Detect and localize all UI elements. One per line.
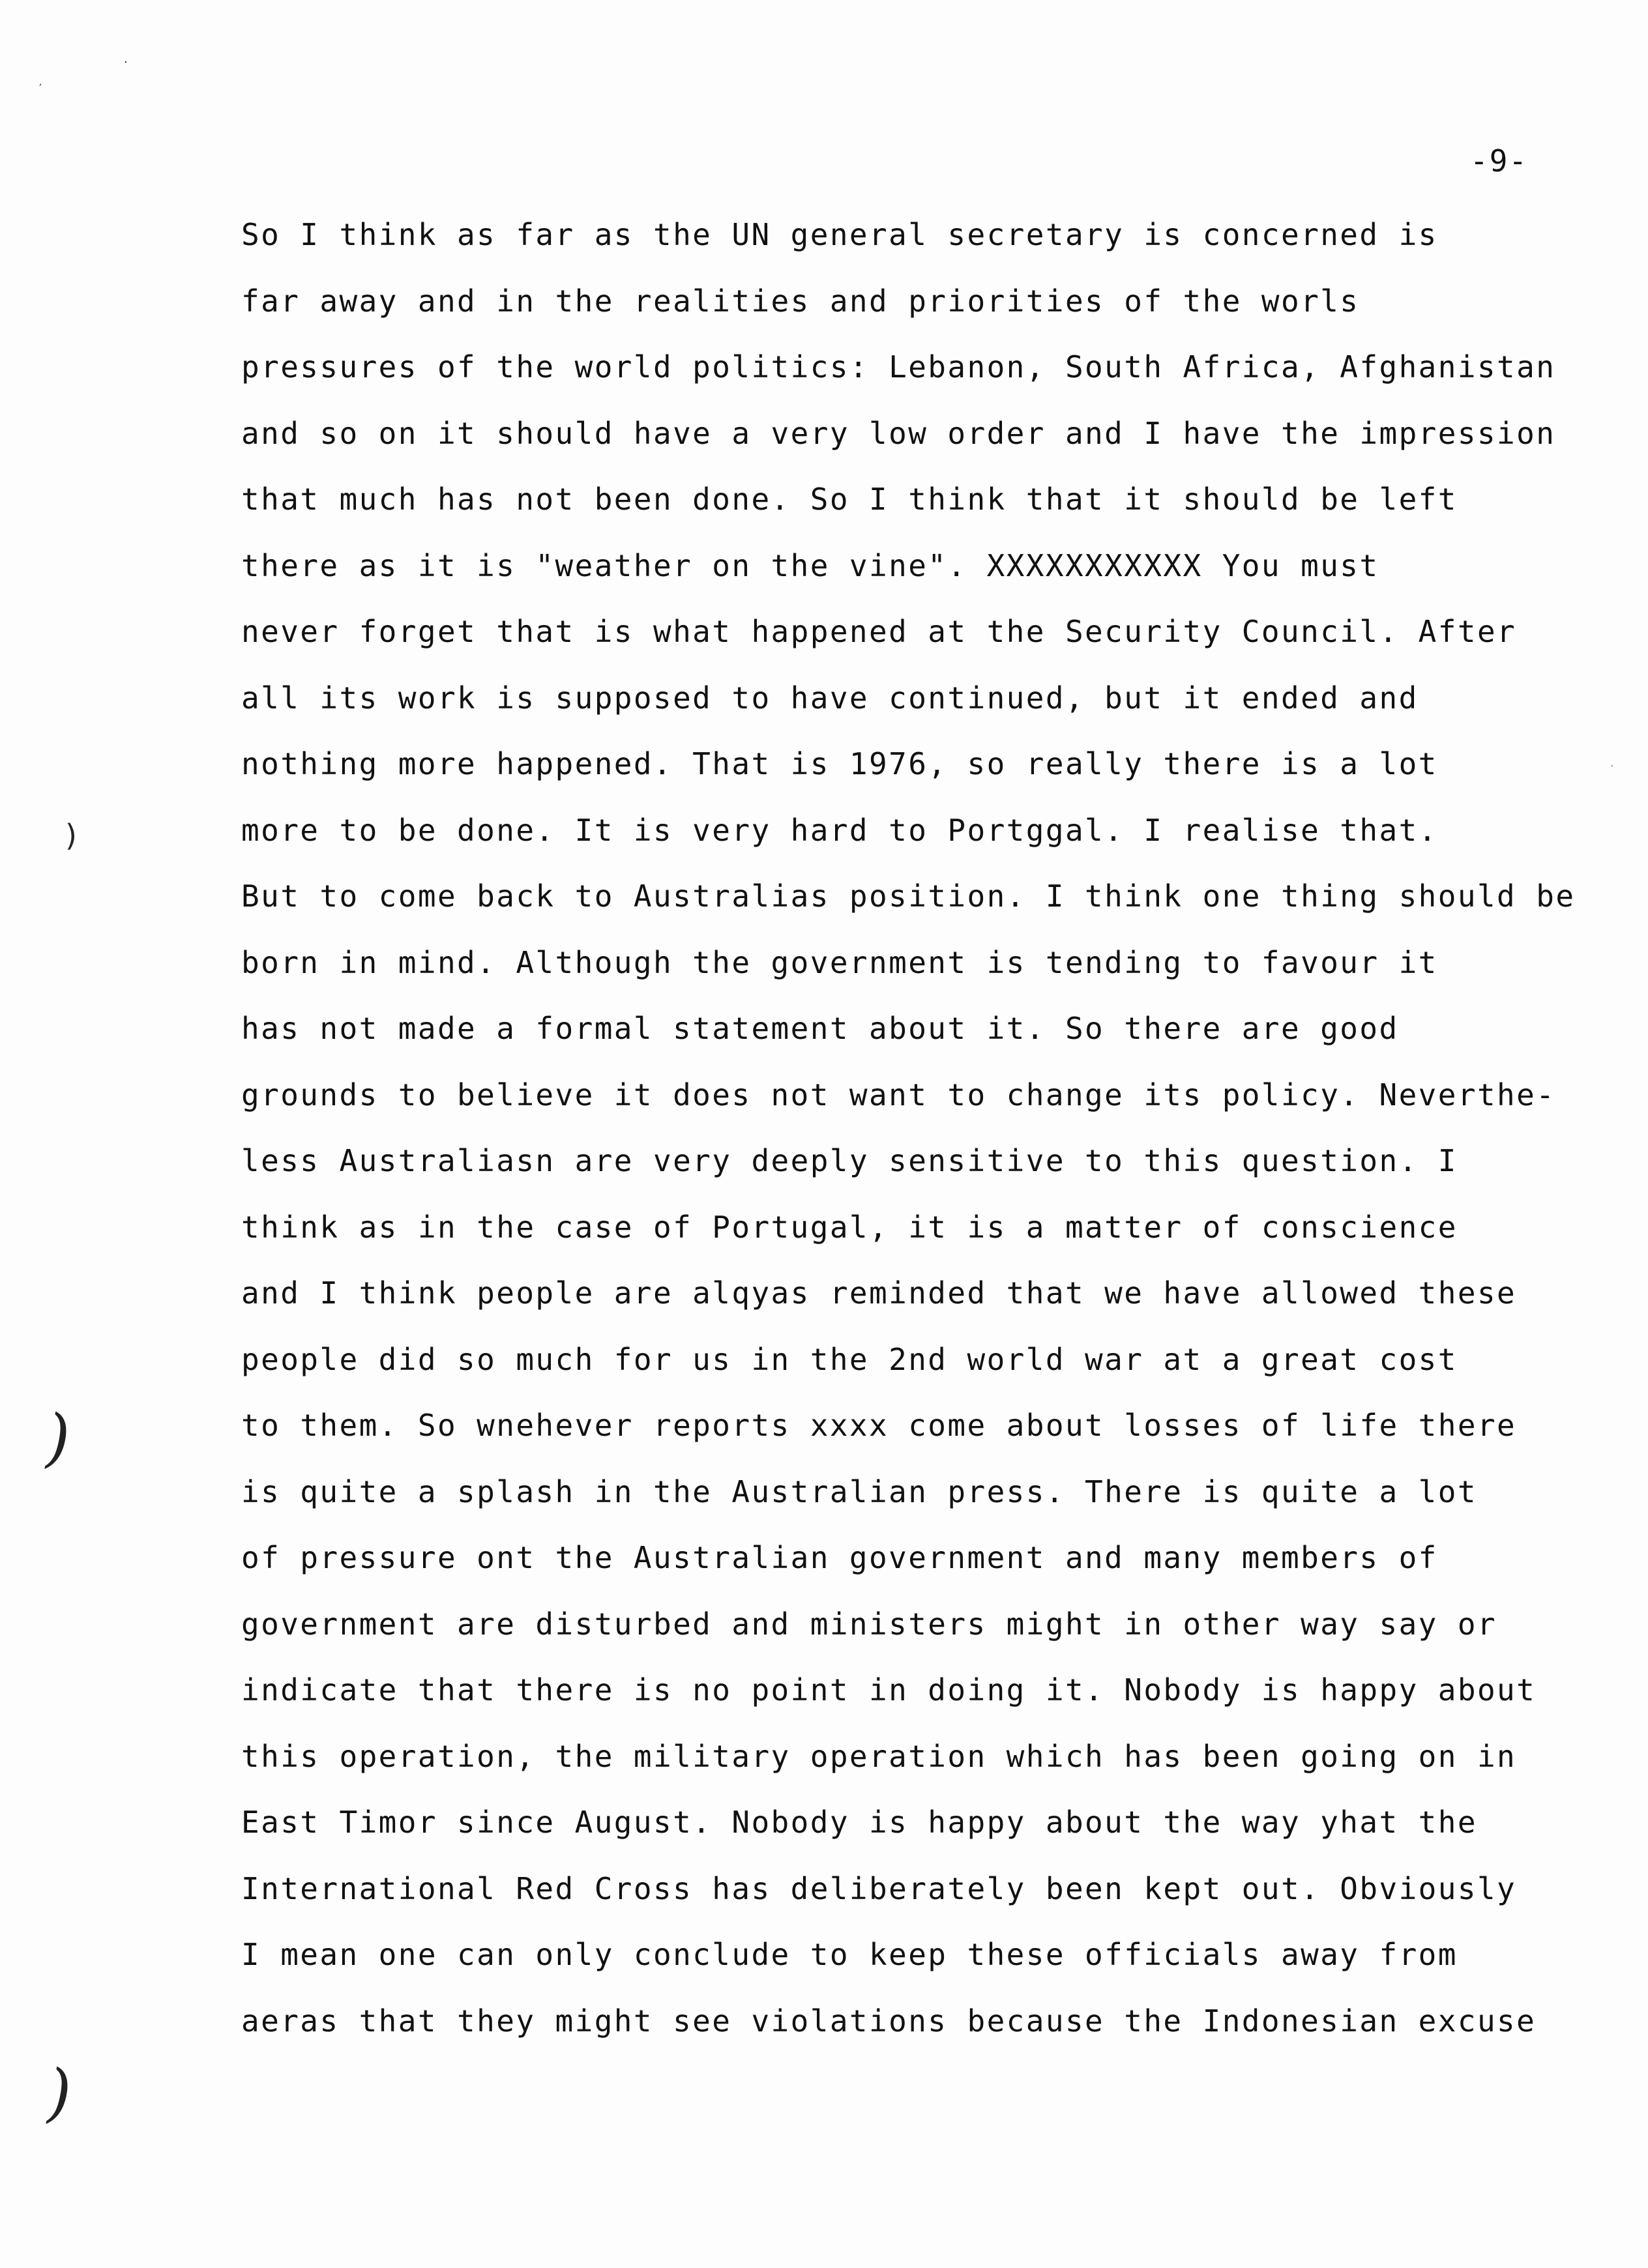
text-line: and so on it should have a very low order and I have the impression [241,415,1556,451]
text-line: people did so much for us in the 2nd world war at a great cost [241,1341,1458,1377]
body-text [241,202,1636,2054]
text-line: has not made a formal statement about it. So there are good [241,1011,1399,1046]
text-line: aeras that they might see violations because the Indonesian excuse [241,2003,1537,2039]
text-line: International Red Cross has deliberately been kept out. Obviously [241,1870,1517,1906]
margin-paren-mark: ) [46,1401,70,1474]
text-line: all its work is supposed to have continued, but it ended and [241,680,1419,716]
text-line: is quite a splash in the Australian press. There is quite a lot [241,1474,1477,1509]
text-line: less Australiasn are very deeply sensitive to this question. I [241,1143,1458,1178]
text-line: East Timor since August. Nobody is happy about the way yhat the [241,1805,1477,1840]
margin-paren-mark: ) [65,818,77,853]
text-line: there as it is "weather on the vine". XXXXXXXXXXX You must [241,547,1379,583]
margin-dot-mark: . [124,52,128,66]
page-number: -9- [1470,143,1529,179]
margin-dot-mark: . [1610,756,1614,770]
text-line: pressures of the world politics: Lebanon, South Africa, Afghanistan [241,349,1556,385]
text-line: more to be done. It is very hard to Portggal. I realise that. [241,812,1438,848]
text-line: never forget that is what happened at the Security Council. After [241,614,1517,649]
text-line: that much has not been done. So I think that it should be left [241,482,1458,517]
text-line: of pressure ont the Australian government and many members of [241,1540,1438,1575]
text-line: indicate that there is no point in doing it. Nobody is happy about [241,1672,1537,1708]
text-line: I mean one can only conclude to keep these officials away from [241,1937,1458,1972]
text-line: But to come back to Australias position. I think one thing should be [241,879,1576,914]
text-line: think as in the case of Portugal, it is a matter of conscience [241,1209,1458,1245]
text-line: nothing more happened. That is 1976, so really there is a lot [241,746,1438,781]
margin-comma-mark: , [39,77,42,87]
text-line: and I think people are alqyas reminded that we have allowed these [241,1275,1517,1311]
text-line: this operation, the military operation which has been going on in [241,1738,1517,1774]
text-line: to them. So wnehever reports xxxx come about losses of life there [241,1408,1517,1443]
text-line: So I think as far as the UN general secretary is concerned is [241,217,1438,252]
text-line: born in mind. Although the government is tending to favour it [241,944,1438,980]
text-line: government are disturbed and ministers might in other way say or [241,1606,1497,1642]
text-line: grounds to believe it does not want to change its policy. Neverthe- [241,1077,1556,1112]
text-line: far away and in the realities and priorities of the worls [241,283,1360,319]
margin-paren-mark: ) [47,2056,72,2129]
